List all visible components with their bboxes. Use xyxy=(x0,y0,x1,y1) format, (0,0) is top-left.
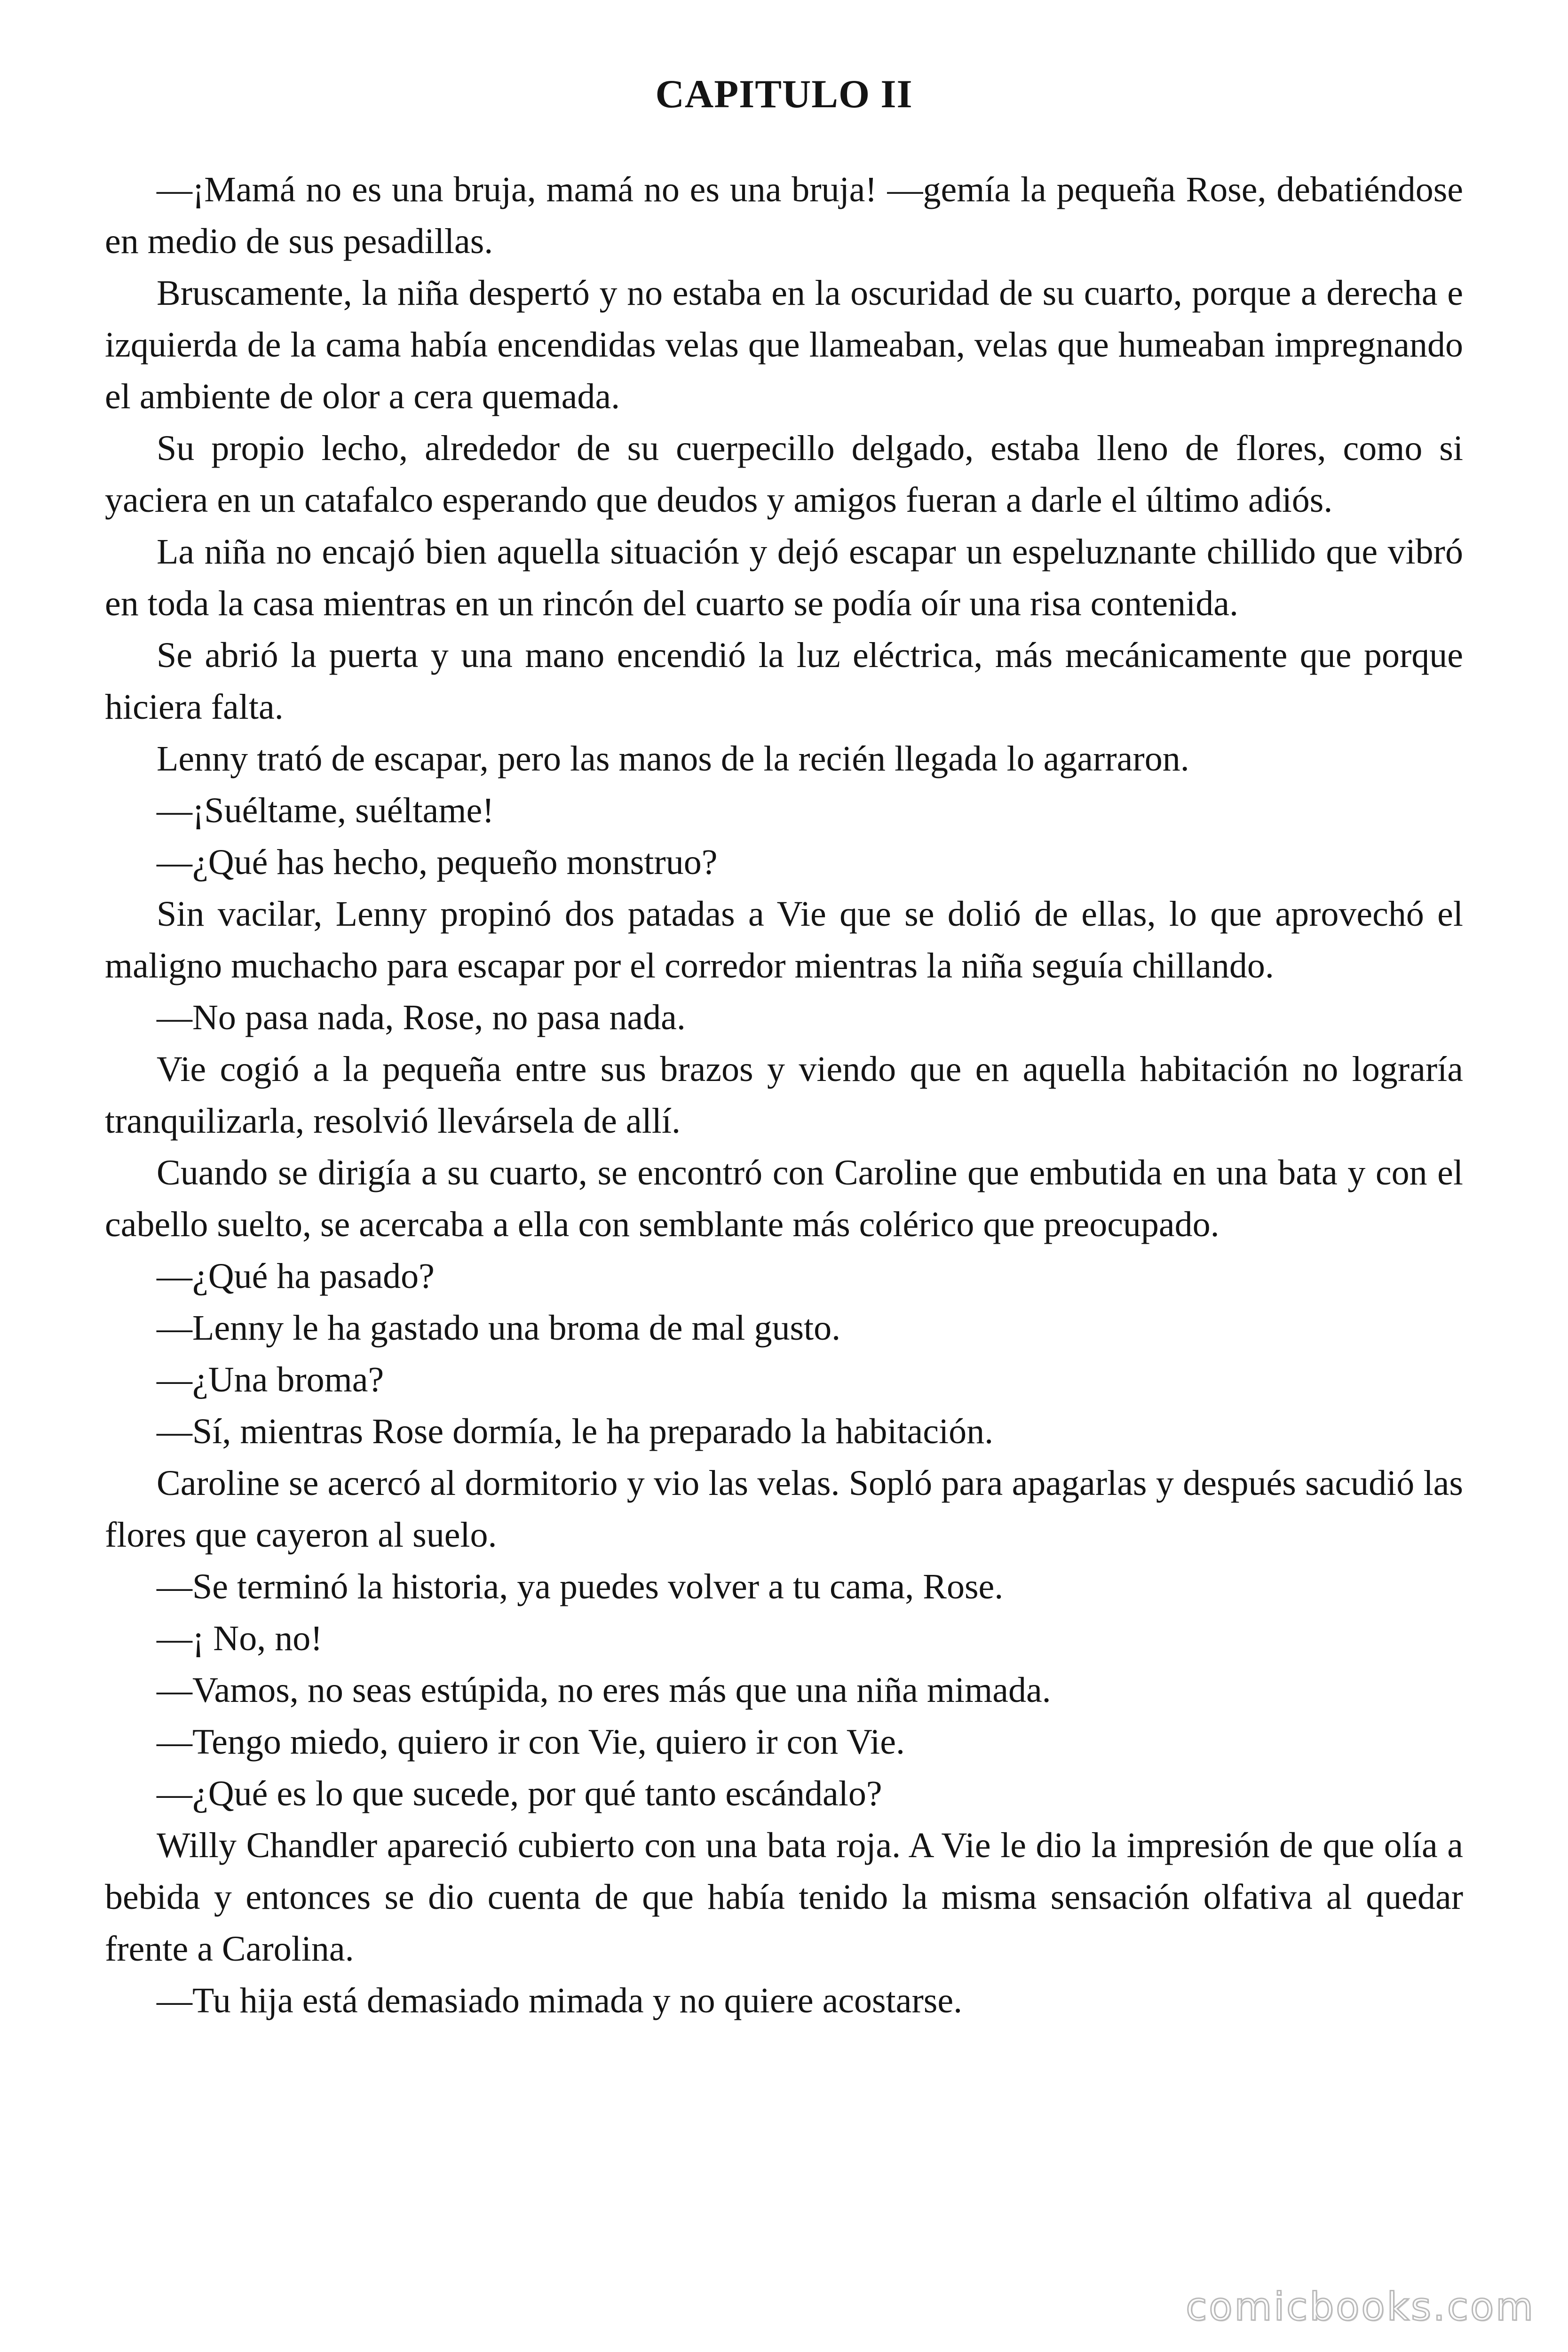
paragraph: Cuando se dirigía a su cuarto, se encontró con Caroline que embutida en una bata y con el cabello suelto, se acercaba a ella con semblante más colérico que preocupado. xyxy=(105,1153,1463,1244)
chapter-body xyxy=(105,164,1463,2026)
paragraph: —¡Suéltame, suéltame! xyxy=(157,791,494,830)
paragraph: —Tengo miedo, quiero ir con Vie, quiero ir con Vie. xyxy=(157,1722,905,1762)
paragraph: —¿Qué ha pasado? xyxy=(157,1256,435,1296)
paragraph: —Sí, mientras Rose dormía, le ha preparado la habitación. xyxy=(157,1412,994,1451)
paragraph: —Lenny le ha gastado una broma de mal gusto. xyxy=(157,1308,841,1348)
paragraph: —¿Qué has hecho, pequeño monstruo? xyxy=(157,842,718,882)
paragraph: Se abrió la puerta y una mano encendió la luz eléctrica, más mecánicamente que porque hiciera falta. xyxy=(105,636,1463,727)
paragraph: —¿Qué es lo que sucede, por qué tanto escándalo? xyxy=(157,1774,882,1813)
paragraph: Lenny trató de escapar, pero las manos de la recién llegada lo agarraron. xyxy=(157,739,1189,779)
paragraph: —Tu hija está demasiado mimada y no quiere acostarse. xyxy=(157,1981,963,2020)
paragraph: —No pasa nada, Rose, no pasa nada. xyxy=(157,998,686,1037)
chapter-title: CAPITULO II xyxy=(655,72,913,116)
paragraph: Sin vacilar, Lenny propinó dos patadas a Vie que se dolió de ellas, lo que aprovechó el maligno muchacho para escapar por el corredor mientras la niña seguía chillando. xyxy=(105,894,1463,985)
paragraph: —¡Mamá no es una bruja, mamá no es una bruja! —gemía la pequeña Rose, debatiéndose en medio de sus pesadillas. xyxy=(105,170,1463,261)
paragraph: Willy Chandler apareció cubierto con una bata roja. A Vie le dio la impresión de que olía a bebida y entonces se dio cuenta de que había tenido la misma sensación olfativa al quedar frente a Carolina. xyxy=(105,1826,1463,1969)
paragraph: —¡ No, no! xyxy=(157,1619,323,1658)
paragraph: Su propio lecho, alrededor de su cuerpecillo delgado, estaba lleno de flores, como si yaciera en un catafalco esperando que deudos y amigos fueran a darle el último adiós. xyxy=(105,429,1463,520)
paragraph: Caroline se acercó al dormitorio y vio las velas. Sopló para apagarlas y después sacudió las flores que cayeron al suelo. xyxy=(105,1463,1463,1555)
paragraph: La niña no encajó bien aquella situación y dejó escapar un espeluznante chillido que vibró en toda la casa mientras en un rincón del cuarto se podía oír una risa contenida. xyxy=(105,532,1463,623)
paragraph: Vie cogió a la pequeña entre sus brazos y viendo que en aquella habitación no lograría tranquilizarla, resolvió llevársela de allí. xyxy=(105,1049,1463,1141)
paragraph: —¿Una broma? xyxy=(157,1360,384,1399)
paragraph: Bruscamente, la niña despertó y no estaba en la oscuridad de su cuarto, porque a derecha e izquierda de la cama había encendidas velas que llameaban, velas que humeaban impregnando el ambiente de olor a cera quemada. xyxy=(105,273,1463,416)
paragraph: —Vamos, no seas estúpida, no eres más que una niña mimada. xyxy=(157,1670,1051,1710)
site-watermark: comicbooks.com xyxy=(1186,2285,1535,2329)
paragraph: —Se terminó la historia, ya puedes volver a tu cama, Rose. xyxy=(157,1567,1004,1606)
book-page xyxy=(105,66,1463,2026)
